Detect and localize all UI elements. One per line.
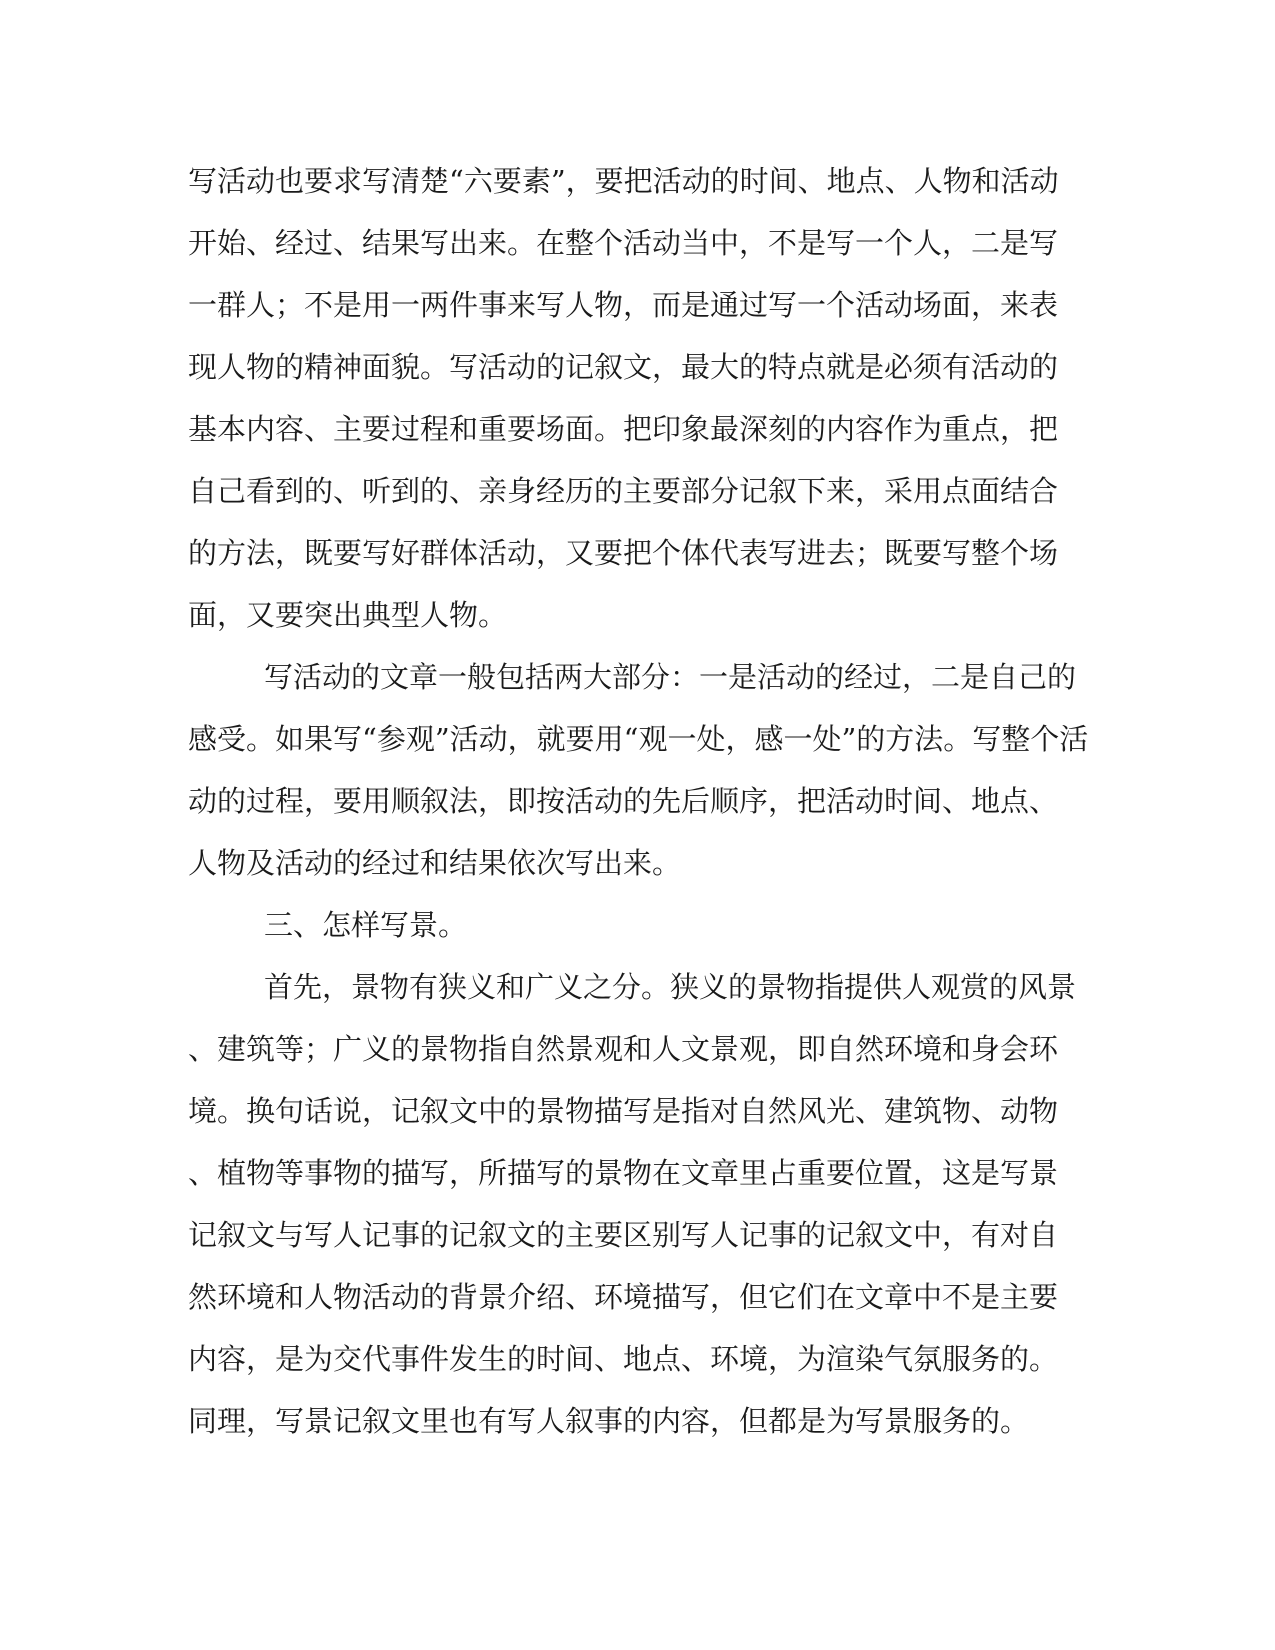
section-heading: 三、怎样写景。 <box>264 908 468 942</box>
text-line-20: 内容，是为交代事件发生的时间、地点、环境，为渲染气氛服务的。 <box>188 1342 1059 1376</box>
text-line-6: 自己看到的、听到的、亲身经历的主要部分记叙下来，采用点面结合 <box>188 474 1059 508</box>
text-line-10: 感受。如果写“参观”活动，就要用“观一处，感一处”的方法。写整个活 <box>188 722 1089 756</box>
text-line-21: 同理，写景记叙文里也有写人叙事的内容，但都是为写景服务的。 <box>188 1404 1030 1438</box>
text-line-3: 一群人；不是用一两件事来写人物，而是通过写一个活动场面，来表 <box>188 288 1059 322</box>
body-text <box>188 150 1089 1452</box>
text-line-8: 面，又要突出典型人物。 <box>188 598 508 632</box>
text-line-7: 的方法，既要写好群体活动，又要把个体代表写进去；既要写整个场 <box>188 536 1059 570</box>
text-line-1: 写活动也要求写清楚“六要素”，要把活动的时间、地点、人物和活动 <box>188 164 1059 198</box>
text-line-12: 人物及活动的经过和结果依次写出来。 <box>188 846 682 880</box>
text-line-5: 基本内容、主要过程和重要场面。把印象最深刻的内容作为重点，把 <box>188 412 1059 446</box>
text-line-19: 然环境和人物活动的背景介绍、环境描写，但它们在文章中不是主要 <box>188 1280 1059 1314</box>
text-line-18: 记叙文与写人记事的记叙文的主要区别写人记事的记叙文中，有对自 <box>188 1218 1059 1252</box>
text-line-16: 境。换句话说，记叙文中的景物描写是指对自然风光、建筑物、动物 <box>188 1094 1059 1128</box>
text-line-9: 写活动的文章一般包括两大部分：一是活动的经过，二是自己的 <box>264 660 1077 694</box>
text-line-14: 首先，景物有狭义和广义之分。狭义的景物指提供人观赏的风景 <box>264 970 1077 1004</box>
text-line-2: 开始、经过、结果写出来。在整个活动当中，不是写一个人，二是写 <box>188 226 1059 260</box>
text-line-15: 、建筑等；广义的景物指自然景观和人文景观，即自然环境和身会环 <box>188 1032 1059 1066</box>
text-line-11: 动的过程，要用顺叙法，即按活动的先后顺序，把活动时间、地点、 <box>188 784 1059 818</box>
text-line-4: 现人物的精神面貌。写活动的记叙文，最大的特点就是必须有活动的 <box>188 350 1059 384</box>
text-line-17: 、植物等事物的描写，所描写的景物在文章里占重要位置，这是写景 <box>188 1156 1059 1190</box>
